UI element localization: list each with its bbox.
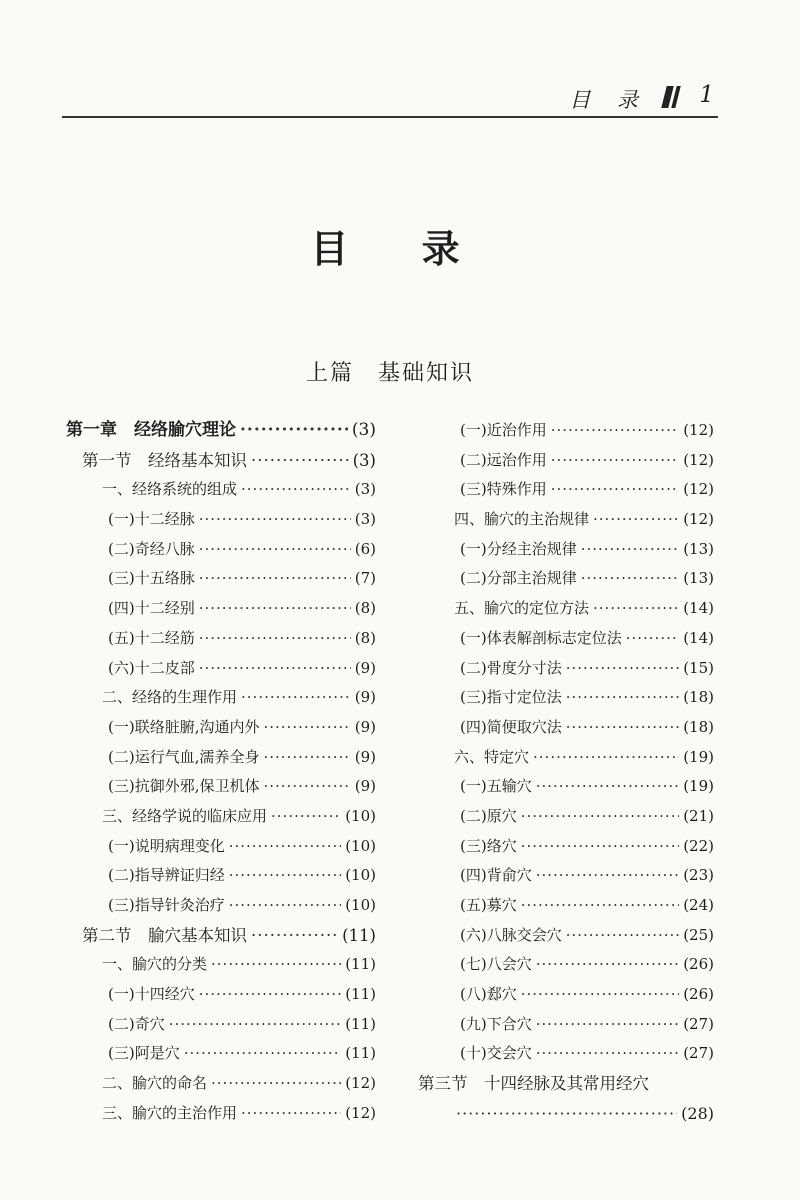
toc-entry-page: (18) [683, 717, 714, 736]
toc-entry-text: 三、腧穴的主治作用 [102, 1103, 238, 1122]
toc-entry-page: (18) [683, 688, 714, 707]
toc-entry-page: (14) [683, 628, 714, 647]
toc-entry-page: (9) [354, 777, 376, 796]
toc-entry[interactable] [66, 535, 376, 565]
page-number: 1 [699, 82, 714, 108]
toc-entry-page: (14) [683, 599, 714, 618]
toc-entry[interactable] [66, 713, 376, 743]
header-rule [62, 116, 718, 118]
toc-entry-text: 第一节 经络基本知识 [82, 450, 247, 470]
leader-dots [521, 832, 679, 862]
toc-entry-text: (二)奇穴 [108, 1014, 165, 1033]
leader-dots [199, 505, 351, 535]
header-title: 目 录 [569, 88, 648, 112]
leader-dots [240, 416, 348, 446]
toc-entry-text: (一)分经主治规律 [460, 539, 577, 558]
toc-entry-text: (一)十四经穴 [108, 985, 195, 1004]
toc-entry[interactable] [418, 1010, 714, 1040]
toc-title: 目 录 [310, 226, 490, 271]
toc-entry-text: (五)募穴 [460, 896, 517, 914]
leader-dots [241, 1099, 341, 1129]
toc-entry-text: (一)五输穴 [460, 777, 532, 796]
toc-entry-text: (二)骨度分寸法 [460, 658, 562, 677]
toc-entry[interactable] [66, 475, 376, 505]
toc-entry[interactable] [66, 564, 376, 594]
leader-dots [184, 1039, 341, 1069]
toc-entry-page: (12) [683, 480, 714, 499]
toc-entry-text: (四)简便取穴法 [460, 717, 562, 736]
toc-entry-page: (7) [354, 569, 376, 588]
toc-entry[interactable] [66, 832, 376, 862]
leader-dots [521, 980, 679, 1010]
toc-entry[interactable] [66, 1010, 376, 1040]
toc-entry-text: (一)十二经脉 [108, 510, 195, 529]
toc-entry-page: (13) [683, 539, 714, 558]
toc-entry-text: (三)指寸定位法 [460, 688, 562, 707]
toc-entry-text: (三)抗御外邪,保卫机体 [108, 777, 260, 796]
leader-dots [536, 861, 679, 891]
toc-entry[interactable] [418, 1069, 714, 1128]
toc-entry[interactable] [66, 594, 376, 624]
leader-dots [251, 921, 338, 951]
toc-entry-page: (9) [354, 747, 376, 766]
leader-dots [263, 743, 350, 773]
leader-dots [521, 891, 679, 921]
toc-entry[interactable] [66, 683, 376, 713]
toc-entry[interactable] [418, 861, 714, 891]
leader-dots [566, 654, 679, 684]
toc-entry-text: (二)远治作用 [460, 450, 547, 469]
toc-entry-page: (28) [681, 1103, 714, 1123]
toc-entry[interactable] [418, 594, 714, 624]
toc-entry-page: (11) [345, 1014, 376, 1033]
toc-entry-text: (二)指导辨证归经 [108, 866, 225, 885]
leader-dots [229, 861, 341, 891]
toc-entry-text: (九)下合穴 [460, 1014, 532, 1033]
toc-entry-text: (二)运行气血,濡养全身 [108, 747, 260, 766]
part-title: 上篇 基础知识 [305, 361, 474, 386]
leader-dots [581, 535, 679, 565]
leader-dots [251, 446, 349, 476]
toc-entry[interactable] [66, 891, 376, 921]
toc-entry-page: (11) [345, 985, 376, 1004]
toc-entry-page: (10) [345, 806, 376, 825]
toc-entry-page: (9) [354, 658, 376, 677]
toc-entry[interactable] [66, 950, 376, 980]
leader-dots [536, 772, 679, 802]
leader-dots [199, 624, 351, 654]
toc-entry-page: (24) [683, 896, 714, 914]
toc-entry[interactable] [418, 654, 714, 684]
toc-entry-page: (26) [683, 955, 714, 974]
leader-dots [566, 683, 679, 713]
leader-dots [551, 475, 679, 505]
toc-entry[interactable] [66, 802, 376, 832]
toc-entry[interactable] [66, 416, 376, 446]
toc-entry[interactable] [418, 772, 714, 802]
toc-entry[interactable] [418, 950, 714, 980]
toc-entry-text: 一、腧穴的分类 [102, 955, 208, 974]
toc-entry-page: (3) [354, 510, 376, 529]
toc-entry[interactable] [66, 1069, 376, 1099]
toc-entry-text: 一、经络系统的组成 [102, 480, 238, 499]
toc-entry[interactable] [418, 475, 714, 505]
toc-entry-page: (21) [683, 806, 714, 825]
toc-entry[interactable] [418, 802, 714, 832]
toc-entry[interactable] [66, 446, 376, 476]
toc-entry-text: (二)原穴 [460, 806, 517, 825]
toc-entry-text: (三)十五络脉 [108, 569, 195, 588]
toc-entry-text: (三)络穴 [460, 836, 517, 855]
toc-entry[interactable] [418, 980, 714, 1010]
toc-entry-text: 第一章 经络腧穴理论 [66, 420, 236, 440]
toc-entry-page: (10) [345, 836, 376, 855]
toc-entry-page: (13) [683, 569, 714, 588]
toc-entry-page: (11) [342, 925, 376, 945]
toc-entry-text: (三)指导针灸治疗 [108, 896, 225, 914]
toc-entry-page: (9) [354, 717, 376, 736]
toc-entry-text: (十)交会穴 [460, 1044, 532, 1063]
toc-entry[interactable] [66, 772, 376, 802]
toc-entry[interactable] [418, 683, 714, 713]
toc-entry-text: (七)八会穴 [460, 955, 532, 974]
toc-entry[interactable] [418, 832, 714, 862]
toc-entry[interactable] [418, 564, 714, 594]
leader-dots [593, 505, 679, 535]
toc-entry-text: (六)十二皮部 [108, 658, 195, 677]
leader-dots [593, 594, 679, 624]
toc-entry-text: (八)郄穴 [460, 985, 517, 1004]
toc-entry[interactable] [66, 1039, 376, 1069]
toc-right-column [418, 416, 714, 1129]
toc-entry-page: (12) [345, 1074, 376, 1093]
toc-entry-page: (15) [683, 658, 714, 677]
toc-entry[interactable] [418, 505, 714, 535]
toc-entry-text: (一)说明病理变化 [108, 836, 225, 855]
toc-entry-page: (26) [683, 985, 714, 1004]
toc-entry[interactable] [66, 505, 376, 535]
leader-dots [271, 802, 341, 832]
toc-entry[interactable] [418, 535, 714, 565]
toc-entry[interactable] [418, 743, 714, 773]
toc-entry-page: (27) [683, 1014, 714, 1033]
toc-entry[interactable] [418, 416, 714, 446]
leader-dots [626, 624, 679, 654]
toc-entry-text: (三)特殊作用 [460, 480, 547, 499]
toc-entry-page: (12) [683, 421, 714, 439]
toc-entry-text: (二)奇经八脉 [108, 539, 195, 558]
toc-entry-page: (6) [354, 539, 376, 558]
leader-dots [241, 475, 351, 505]
leader-dots [456, 1099, 677, 1129]
toc-entry-page: (10) [345, 896, 376, 914]
toc-entry-text: 二、腧穴的命名 [102, 1074, 208, 1093]
leader-dots [199, 654, 351, 684]
toc-entry-text: (一)联络脏腑,沟通内外 [108, 717, 260, 736]
toc-entry[interactable] [418, 1039, 714, 1069]
leader-dots [551, 446, 679, 476]
toc-entry-text: (一)近治作用 [460, 421, 547, 439]
leader-dots [536, 1039, 679, 1069]
leader-dots [521, 802, 679, 832]
toc-entry-page: (25) [683, 925, 714, 944]
toc-entry-page: (9) [354, 688, 376, 707]
toc-entry-text: (一)体表解剖标志定位法 [460, 628, 622, 647]
toc-entry-page: (8) [354, 599, 376, 618]
toc-entry-page: (12) [345, 1103, 376, 1122]
toc-entry[interactable] [418, 624, 714, 654]
toc-entry-text: (六)八脉交会穴 [460, 925, 562, 944]
leader-dots [199, 535, 351, 565]
toc-entry-page: (8) [354, 628, 376, 647]
toc-entry-page: (19) [683, 777, 714, 796]
leader-dots [199, 564, 351, 594]
leader-dots [536, 950, 679, 980]
running-header [62, 82, 718, 114]
toc-entry-page: (12) [683, 450, 714, 469]
leader-dots [169, 1010, 341, 1040]
toc-entry-page: (3) [354, 480, 376, 499]
toc-entry-page: (11) [345, 1044, 376, 1063]
toc-entry[interactable] [418, 921, 714, 951]
toc-entry-text: 第二节 腧穴基本知识 [82, 925, 247, 945]
toc-entry-text: 六、特定穴 [454, 747, 530, 766]
toc-entry-page: (3) [352, 450, 376, 470]
toc-entry-text: (三)阿是穴 [108, 1044, 180, 1063]
toc-entry-page: (27) [683, 1044, 714, 1063]
leader-dots [536, 1010, 679, 1040]
leader-dots [566, 713, 679, 743]
toc-entry-page: (23) [683, 866, 714, 885]
toc-entry-text: (四)背俞穴 [460, 866, 532, 885]
leader-dots [199, 980, 341, 1010]
leader-dots [241, 683, 351, 713]
leader-dots [229, 891, 341, 921]
toc-entry-text: 五、腧穴的定位方法 [454, 599, 590, 618]
leader-dots [581, 564, 679, 594]
toc-entry-text: 四、腧穴的主治规律 [454, 510, 590, 529]
leader-dots [551, 416, 679, 446]
toc-entry[interactable] [418, 446, 714, 476]
leader-dots [533, 743, 679, 773]
toc-entry[interactable] [66, 654, 376, 684]
toc-entry-text: (五)十二经筋 [108, 628, 195, 647]
toc-entry-page: (12) [683, 510, 714, 529]
toc-entry-page: (19) [683, 747, 714, 766]
leader-dots [263, 772, 350, 802]
toc-entry[interactable] [66, 861, 376, 891]
toc-entry-text: 三、经络学说的临床应用 [102, 806, 268, 825]
leader-dots [229, 832, 341, 862]
toc-entry-page: (10) [345, 866, 376, 885]
leader-dots [211, 950, 341, 980]
toc-entry-text: 二、经络的生理作用 [102, 688, 238, 707]
toc-entry[interactable] [66, 743, 376, 773]
toc-entry[interactable] [418, 891, 714, 921]
toc-entry-text: (二)分部主治规律 [460, 569, 577, 588]
leader-dots [566, 921, 679, 951]
toc-entry-text: (四)十二经别 [108, 599, 195, 618]
toc-entry-page: (3) [351, 420, 376, 440]
toc-left-column [66, 416, 376, 1129]
leader-dots [211, 1069, 341, 1099]
toc-entry[interactable] [66, 921, 376, 951]
leader-dots [263, 713, 350, 743]
toc-entry-page: (22) [683, 836, 714, 855]
toc-entry[interactable] [418, 713, 714, 743]
toc-entry[interactable] [66, 980, 376, 1010]
toc-entry-page: (11) [345, 955, 376, 974]
toc-entry-text: 第三节 十四经脉及其常用经穴 [418, 1074, 649, 1094]
header-bars-icon [664, 86, 686, 108]
toc-entry[interactable] [66, 1099, 376, 1129]
leader-dots [199, 594, 351, 624]
toc-entry[interactable] [66, 624, 376, 654]
